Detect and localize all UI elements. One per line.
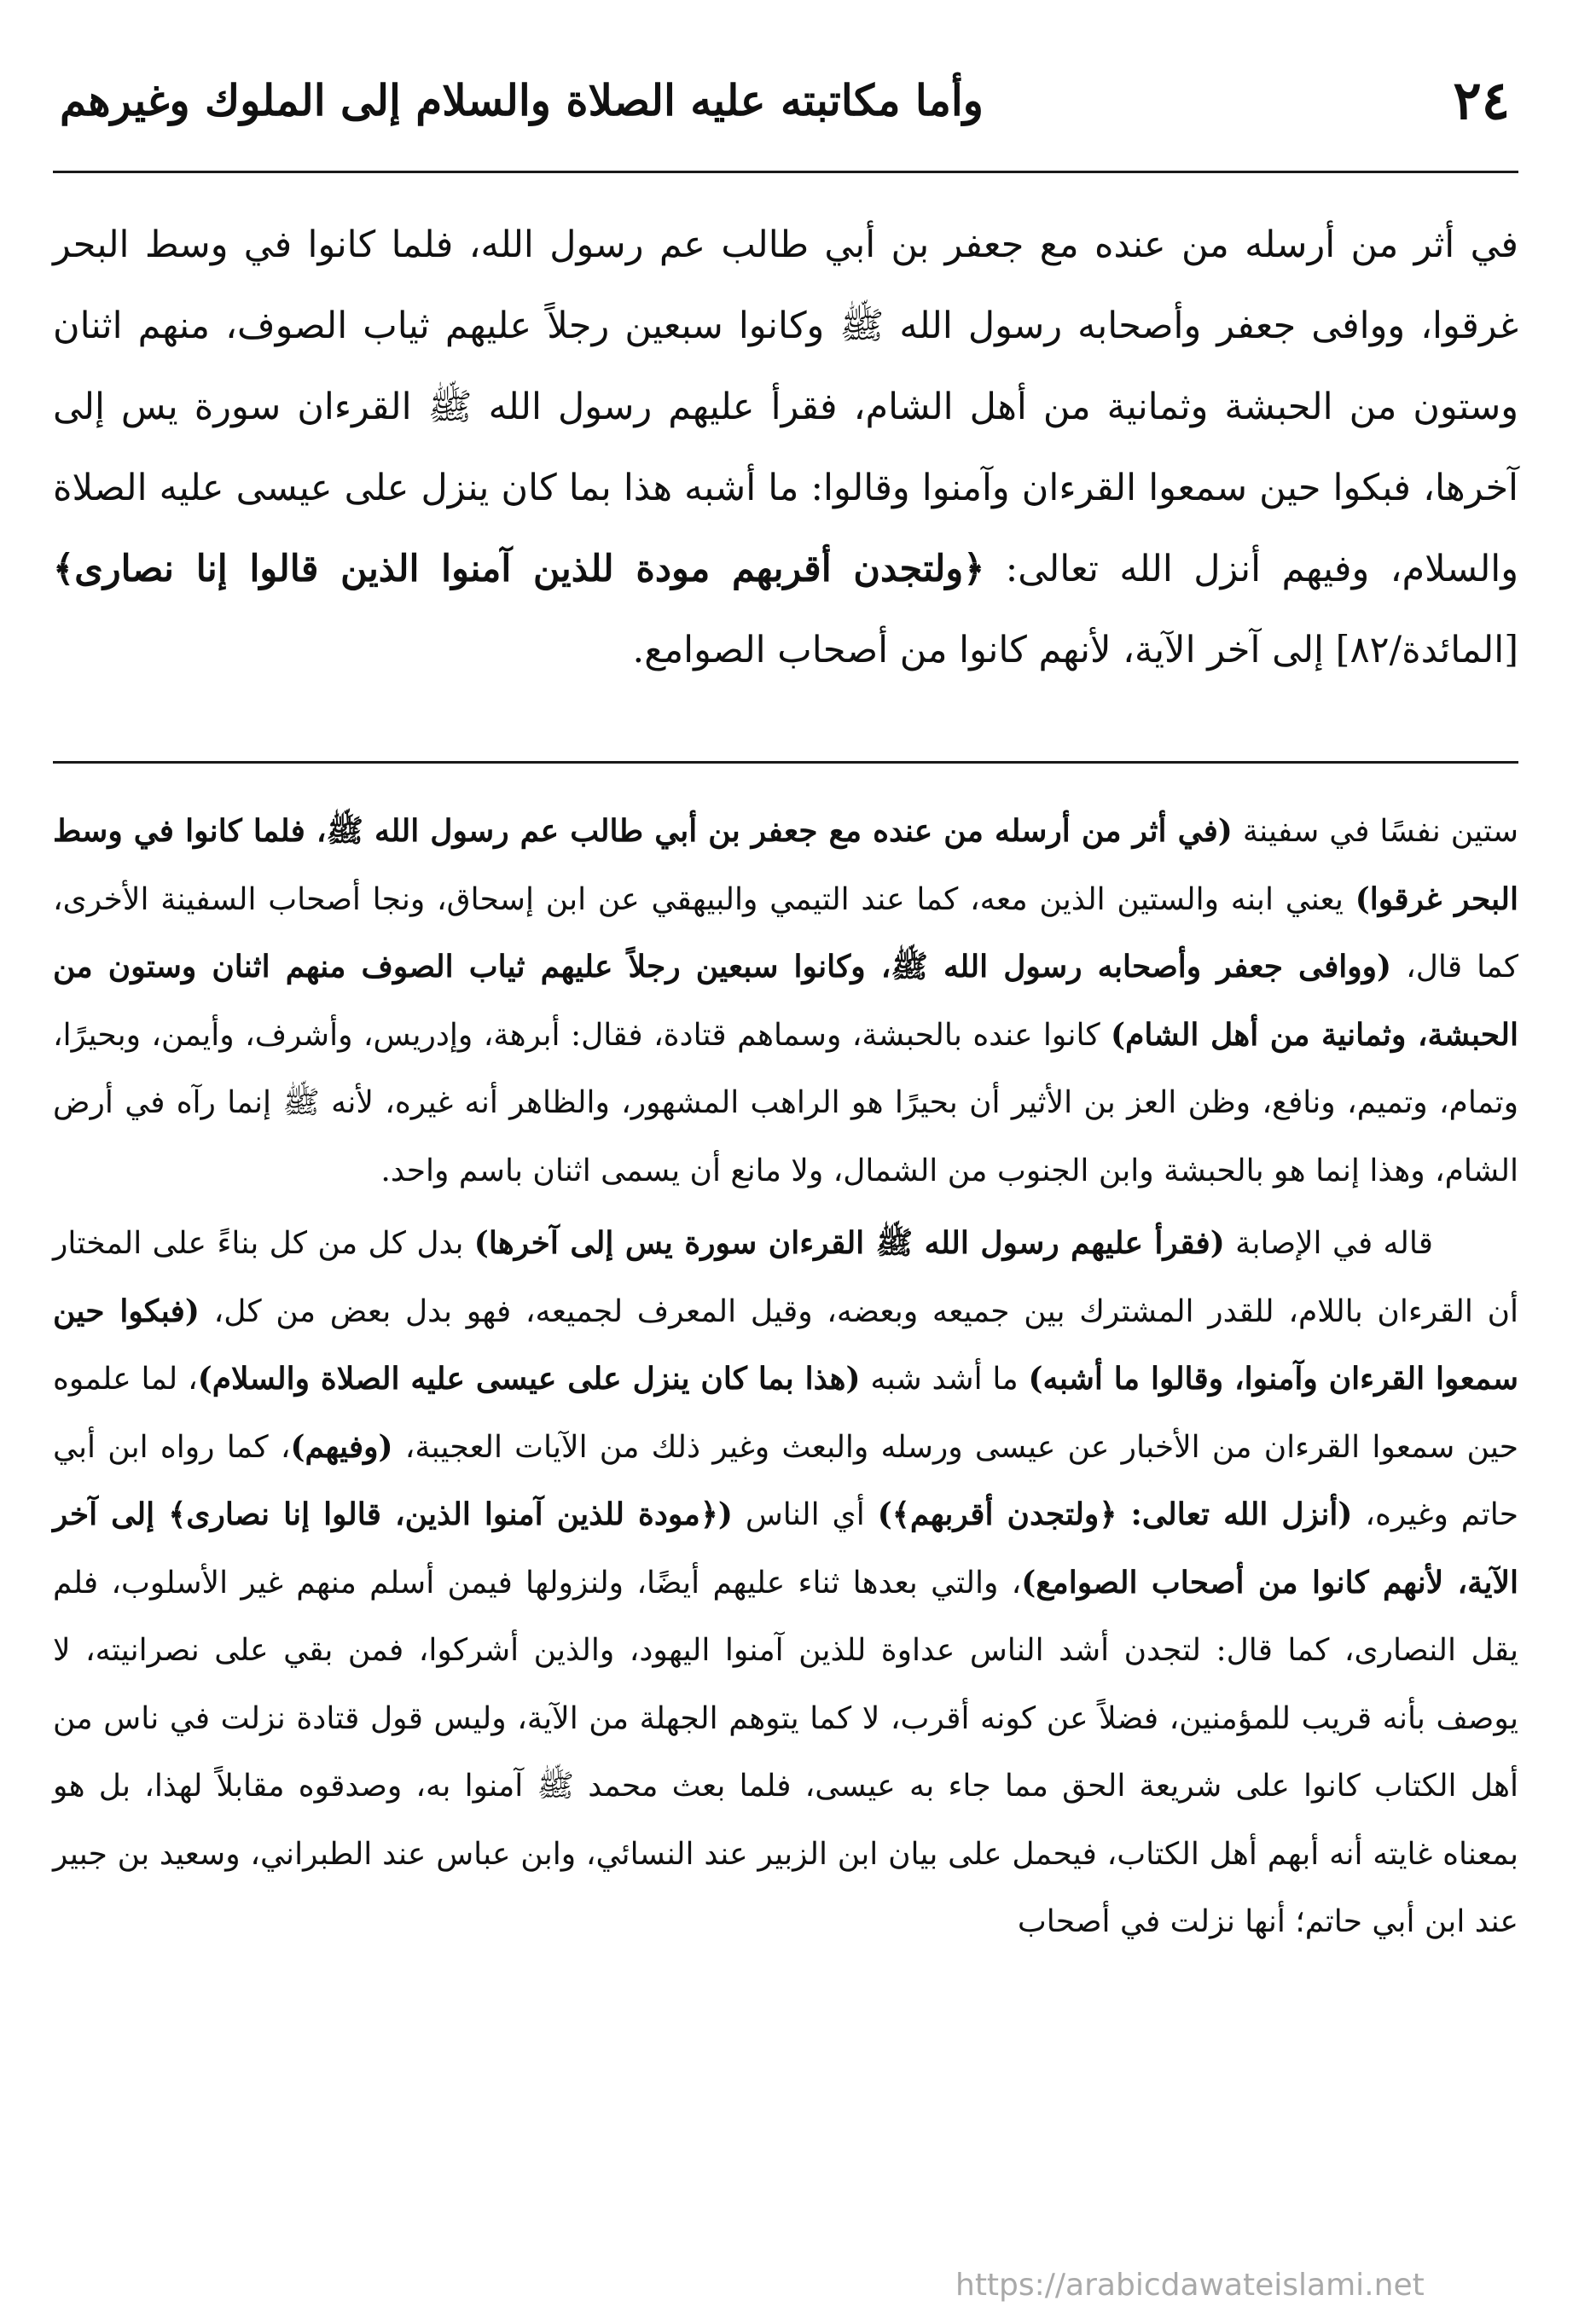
commentary-segment: كانوا عنده بالحبشة، وسماهم قتادة، فقال: أبرهة، وإدريس، وأشرف، وأيمن، وبحيرًا، وتمام، وتميم، ونافع، وظن العز بن الأثير أن بحيرًا هو الراهب المشهور، والظاهر أنه غيره، لأنه ﷺ إنما رآه في أرض الشام، وهذا إنما هو بالحبشة وابن الجنوب من الشمال، ولا مانع أن يسمى اثنان باسم واحد. xyxy=(53,1017,1519,1188)
commentary-paragraph-2 xyxy=(53,1210,1518,1956)
watermark-url: https://arabicdawateislami.net xyxy=(955,2268,1425,2303)
commentary-segment: أي الناس xyxy=(732,1497,878,1532)
commentary-segment: يعني ابنه والستين الذين معه، كما عند التيمي والبيهقي عن ابن إسحاق، ونجا أصحاب السفينة الأخرى، كما قال، xyxy=(53,881,1518,985)
quoted-matn-segment: (أنزل الله تعالى: ﴿ولتجدن أقربهم﴾) xyxy=(877,1496,1353,1532)
quran-verse: ﴿ولتجدن أقربهم مودة للذين آمنوا الذين قالوا إنا نصارى﴾ xyxy=(53,548,985,590)
commentary-segment: ما أشد شبه xyxy=(860,1362,1029,1397)
commentary-segment: بدل كل من كل بناءً على المختار أن القرءان باللام، للقدر المشترك بين جميعه وبعضه، وقيل المعرف لجميعه، فهو بدل بعض من كل، xyxy=(53,1226,1519,1329)
commentary-divider xyxy=(53,761,1518,764)
header-rule xyxy=(53,171,1518,173)
main-text-tail: [المائدة/٨٢] إلى آخر الآية، لأنهم كانوا من أصحاب الصوامع. xyxy=(632,629,1518,671)
commentary-segment: ، والتي بعدها ثناء عليهم أيضًا، ولنزولها فيمن أسلم منهم غير الأسلوب، فلم يقل النصارى، كما قال: لتجدن أشد الناس عداوة للذين آمنوا اليهود، والذين أشركوا، فمن بقي على نصرانيته، لا يوصف بأنه قريب للمؤمنين، فضلاً عن كونه أقرب، لا كما يتوهم الجهلة من الآية، وليس قول قتادة نزلت في ناس من أهل الكتاب كانوا على شريعة الحق مما جاء به عيسى، فلما بعث محمد ﷺ آمنوا به، وصدقوه مقابلاً لهذا، بل هو بمعناه غايته أنه أبهم أهل الكتاب، فيحمل على بيان ابن الزبير عند النسائي، وابن عباس عند الطبراني، وسعيد بن جبير عند ابن أبي حاتم؛ أنها نزلت في أصحاب xyxy=(53,1565,1518,1939)
quoted-matn-segment: (وفيهم) xyxy=(290,1428,393,1465)
quoted-matn-segment: (فقرأ عليهم رسول الله ﷺ القرءان سورة يس إلى آخرها) xyxy=(473,1225,1225,1261)
quoted-matn-segment: (ووافى جعفر وأصحابه رسول الله ﷺ، وكانوا سبعين رجلاً عليهم ثياب الصوف منهم اثنان وستون من الحبشة، وثمانية من أهل الشام) xyxy=(53,949,1518,1053)
quoted-matn-segment: (هذا بما كان ينزل على عيسى عليه الصلاة والسلام) xyxy=(197,1361,861,1397)
commentary-segment: ، لما علموه حين سمعوا القرءان من الأخبار عن عيسى ورسله والبعث وغير ذلك من الآيات العجيبة، xyxy=(53,1362,1519,1465)
page-number: ٢٤ xyxy=(1453,69,1510,131)
commentary-paragraph-1 xyxy=(53,798,1518,1205)
quoted-matn-segment: (في أثر من أرسله من عنده مع جعفر بن أبي طالب عم رسول الله ﷺ، فلما كانوا في وسط البحر غرقوا) xyxy=(53,813,1519,917)
commentary xyxy=(53,798,1518,1956)
commentary-segment: ستين نفسًا في سفينة xyxy=(1232,814,1519,849)
quoted-matn-segment: (فبكوا حين سمعوا القرءان وآمنوا، وقالوا ما أشبه) xyxy=(53,1293,1518,1397)
quoted-matn-segment: (﴿مودة للذين آمنوا الذين، قالوا إنا نصارى﴾ إلى آخر الآية، لأنهم كانوا من أصحاب الصوامع) xyxy=(53,1496,1518,1601)
commentary-segment: ، كما رواه ابن أبي حاتم وغيره، xyxy=(53,1429,1518,1532)
main-text-paragraph xyxy=(53,205,1518,691)
main-text xyxy=(53,205,1518,691)
main-text-body: في أثر من أرسله من عنده مع جعفر بن أبي طالب عم رسول الله، فلما كانوا في وسط البحر غرقوا، ووافى جعفر وأصحابه رسول الله ﷺ وكانوا سبعين رجلاً عليهم ثياب الصوف، منهم اثنان وستون من الحبشة وثمانية من أهل الشام، فقرأ عليهم رسول الله ﷺ القرءان سورة يس إلى آخرها، فبكوا حين سمعوا القرءان وآمنوا وقالوا: ما أشبه هذا بما كان ينزل على عيسى عليه الصلاة والسلام، وفيهم أنزل الله تعالى: xyxy=(53,224,1519,590)
commentary-segment: قاله في الإصابة xyxy=(1224,1226,1434,1261)
running-title: وأما مكاتبته عليه الصلاة والسلام إلى الملوك وغيرهم xyxy=(60,75,984,125)
page-header xyxy=(60,67,1510,135)
